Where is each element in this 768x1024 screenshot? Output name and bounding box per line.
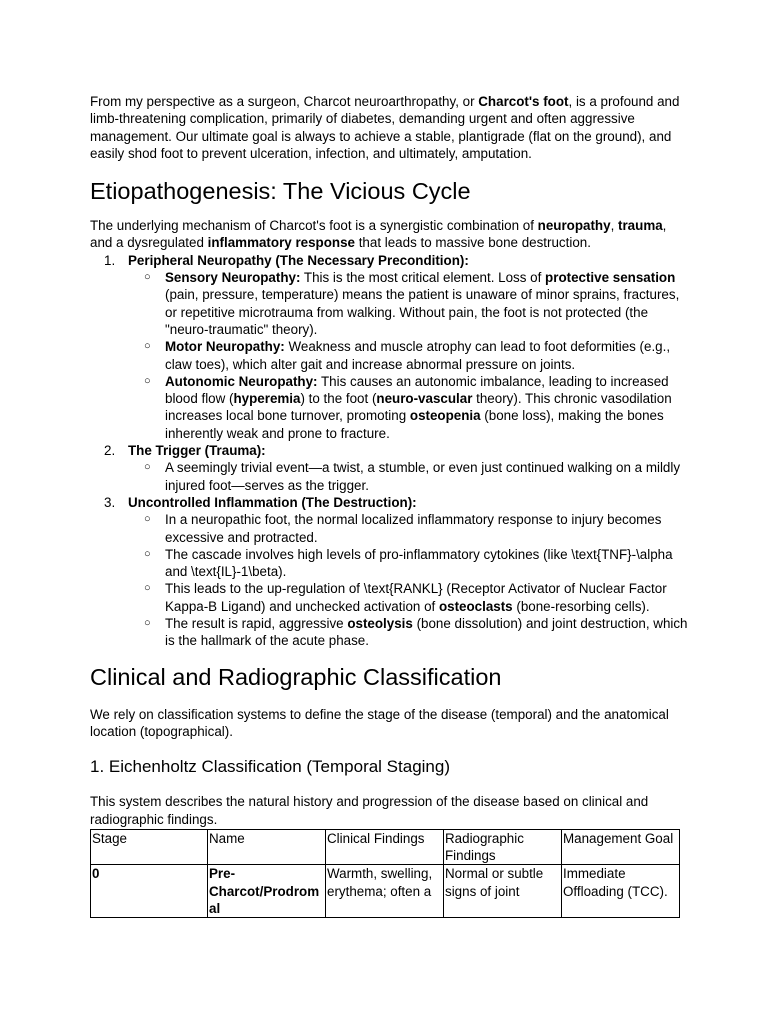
sub-item-title: Autonomic Neuropathy: [165,373,318,389]
sub-item-inflammatory-response [128,511,690,546]
list-item-neuropathy [90,252,690,442]
bold-term: osteopenia [409,408,481,424]
column-header: Radiographic Findings [444,829,562,865]
sub-list [128,511,690,649]
heading-etiopathogenesis: Etiopathogenesis: The Vicious Cycle [90,178,471,205]
table-header-row [91,829,680,865]
list-item-inflammation [90,494,690,650]
bold-term: protective sensation [545,270,676,286]
heading-eichenholtz: 1. Eichenholtz Classification (Temporal Staging) [90,757,451,777]
sub-item-text: The result is rapid, aggressive [165,616,348,632]
table-cell: Normal or subtle signs of joint [444,865,562,918]
sub-item-text: A seemingly trivial event—a twist, a stumble, or even just continued walking on a mildly injured foot—serves as the trigger. [165,460,681,493]
bold-term: osteoclasts [438,598,513,614]
sub-item-text: The cascade involves high levels of pro-inflammatory cytokines (like \text{TNF}-\alpha and \text{IL}-1\beta). [165,546,673,580]
list-number: 1. [104,252,116,268]
bullet-circle-icon: ○ [144,340,151,353]
bold-term: neuro-vascular [376,391,473,407]
bullet-circle-icon: ○ [144,461,151,474]
column-header: Management Goal [562,829,680,865]
table-cell: Warmth, swelling, erythema; often a [326,865,444,918]
sub-item-text: (bone loss), making the bones inherently weak and prone to fracture. [165,408,664,441]
cell-name: Pre-Charcot/Prodromal [209,866,320,916]
bullet-circle-icon: ○ [144,271,151,284]
sub-item-title: Motor Neuropathy: [165,339,285,355]
etio-text: The underlying mechanism of Charcot's foot is a synergistic combination of [90,218,538,234]
sub-item-text: ) to the foot ( [300,391,377,407]
column-header: Name [208,829,326,865]
sub-item-rankl [128,580,690,615]
bold-inflammatory-response: inflammatory response [207,235,355,251]
bullet-circle-icon: ○ [144,513,151,526]
column-header: Stage [91,829,208,865]
etio-paragraph [90,217,690,252]
list-item-title: The Trigger (Trauma): [128,443,266,459]
etio-text: , [610,218,619,234]
table-cell [91,865,208,918]
sub-item-osteolysis [128,615,690,650]
bold-neuropathy: neuropathy [537,218,611,234]
sub-item-text: This causes an autonomic imbalance, leading to increased blood flow ( [165,373,669,407]
sub-item-text: (bone-resorbing cells). [512,598,650,614]
sub-item-autonomic [128,373,690,442]
table-row [91,865,680,918]
bold-trauma: trauma [618,218,663,234]
etio-list [90,252,690,650]
sub-item-text: This leads to the up-regulation of \text{RANKL} (Receptor Activator of Nuclear Factor Kappa-B Ligand) and unchecked activation of [165,581,667,614]
etio-text: , and a dysregulated [90,218,667,251]
intro-text-end: , is a profound and limb-threatening complication, primarily of diabetes, demanding urgent and often aggressive management. Our ultimate goal is always to achieve a stable, plantigrade (flat on the ground), and easily shod foot to prevent ulceration, infection, and ultimately, amputation. [90,94,680,161]
sub-item-cytokines [128,546,690,581]
eichenholtz-table [90,829,680,918]
intro-bold-term: Charcot's foot [478,94,569,109]
bullet-circle-icon: ○ [144,617,151,630]
intro-text: From my perspective as a surgeon, Charcot neuroarthropathy, or [90,94,479,109]
bullet-circle-icon: ○ [144,547,151,560]
sub-item-sensory [128,269,690,338]
sub-item-text: theory). This chronic vasodilation increases local bone turnover, promoting [165,391,672,424]
sub-item-text: Weakness and muscle atrophy can lead to foot deformities (e.g., claw toes), which alter gait and increase abnormal pressure on joints. [165,339,671,372]
sub-item-text: In a neuropathic foot, the normal localized inflammatory response to injury becomes excessive and protracted. [165,512,662,545]
table-cell: Immediate Offloading (TCC). [562,865,680,918]
sub-list [128,459,690,494]
sub-item-trigger-event [128,459,690,494]
sub-item-text: (pain, pressure, temperature) means the patient is unaware of minor sprains, fractures, or repetitive microtrauma from walking. Without pain, the foot is not protected (the "neuro-traumatic" theory). [165,287,680,337]
table-cell [208,865,326,918]
list-item-title: Peripheral Neuropathy (The Necessary Precondition): [128,252,469,268]
sub-list [128,269,690,442]
eichenholtz-paragraph: This system describes the natural history and progression of the disease based on clinical and radiographic findings. [90,794,649,827]
sub-item-text: This is the most critical element. Loss of [300,270,546,286]
bullet-circle-icon: ○ [144,374,151,387]
sub-item-motor [128,338,690,373]
etio-text: that leads to massive bone destruction. [354,235,591,251]
list-number: 2. [104,443,116,459]
classification-paragraph: We rely on classification systems to define the stage of the disease (temporal) and the anatomical location (topographical). [90,706,669,739]
bold-term: osteolysis [347,616,413,632]
sub-item-text: (bone dissolution) and joint destruction, which is the hallmark of the acute phase. [165,616,688,649]
sub-item-title: Sensory Neuropathy: [165,270,301,286]
column-header: Clinical Findings [326,829,444,865]
bold-term: hyperemia [233,391,301,407]
intro-paragraph [90,93,690,162]
list-item-trigger [90,442,690,494]
cell-stage: 0 [92,866,100,882]
document-page [90,93,690,918]
bullet-circle-icon: ○ [144,582,151,595]
list-item-title: Uncontrolled Inflammation (The Destruction): [128,494,417,510]
list-number: 3. [104,494,116,510]
heading-classification: Clinical and Radiographic Classification [90,663,502,690]
